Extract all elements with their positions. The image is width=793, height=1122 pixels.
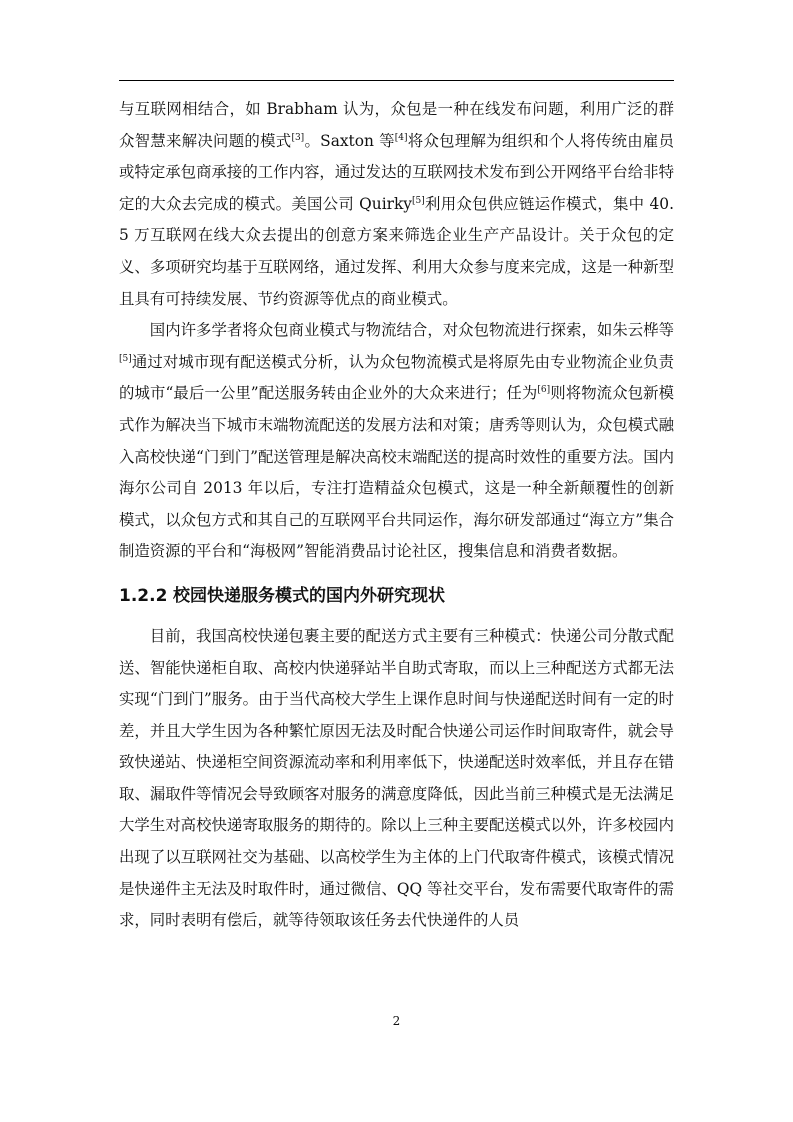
citation-ref: [4] [394, 132, 408, 143]
section-heading [119, 580, 674, 612]
page-body [119, 94, 674, 937]
text-run: 则将物流众包新模式作为解决当下城市末端物流配送的发展方法和对策；唐秀等则认为，众包模式融入高校快递“门到门”配送管理是解决高校末端配送的提高时效性的重要方法。国内海尔公司自 2013 年以后，专注打造精益众包模式，这是一种全新颠覆性的创新模式，以众包方式和其自己的互联网平台共同运作，海尔研发部通过“海立方”集合制造资源的平台和“海极网”智能消费品讨论社区，搜集信息和消费者数据。 [119, 384, 674, 561]
page-number: 2 [392, 1014, 401, 1028]
section-title: 校园快递服务模式的国内外研究现状 [173, 585, 445, 606]
citation-ref: [5] [412, 195, 425, 206]
text-run: 利用众包供应链运作模式，集中 40.5 万互联网在线大众去提出的创意方案来筛选企业生产产品设计。关于众包的定义、多项研究均基于互联网络，通过发挥、利用大众参与度来完成，这是一种新型且具有可持续发展、节约资源等优点的商业模式。 [119, 194, 674, 308]
citation-ref: [5] [119, 353, 132, 364]
text-run: 。Saxton 等 [304, 131, 395, 150]
citation-ref: [3] [291, 132, 305, 143]
body-text-bottom [119, 621, 674, 937]
paragraph [119, 94, 674, 315]
text-run: 通过对城市现有配送模式分析，认为众包物流模式是将原先由专业物流企业负责的城市“最后一公里”配送服务转由企业外的大众来进行；任为 [119, 352, 674, 403]
text-run: 目前，我国高校快递包裹主要的配送方式主要有三种模式：快递公司分散式配送、智能快递柜自取、高校内快递驿站半自助式寄取，而以上三种配送方式都无法实现“门到门”服务。由于当代高校大学生上课作息时间与快递配送时间有一定的时差，并且大学生因为各种繁忙原因无法及时配合快递公司运作时间取寄件，就会导致快递站、快递柜空间资源流动率和利用率低下，快递配送时效率低，并且存在错取、漏取件等情况会导致顾客对服务的满意度降低，因此当前三种模式是无法满足大学生对高校快递寄取服务的期待的。除以上三种主要配送模式以外，许多校园内出现了以互联网社交为基础、以高校学生为主体的上门代取寄件模式，该模式情况是快递件主无法及时取件时，通过微信、QQ 等社交平台，发布需要代取寄件的需求，同时表明有偿后，就等待领取该任务去代快递件的人员 [119, 626, 674, 930]
text-run: 与互联网相结合，如 Brabham 认为，众包是一种在线发布问题，利用广泛的群众智慧来解决问题的模式 [119, 100, 674, 150]
citation-ref: [6] [537, 385, 551, 396]
text-run: 国内许多学者将众包商业模式与物流结合，对众包物流进行探索，如朱云桦等 [149, 321, 674, 340]
text-run: 将众包理解为组织和个人将传统由雇员或特定承包商承接的工作内容，通过发达的互联网技术发布到公开网络平台给非特定的大众去完成的模式。美国公司 Quirky [119, 131, 674, 213]
paragraph [119, 621, 674, 937]
paragraph [119, 315, 674, 568]
section-number: 1.2.2 [119, 585, 168, 606]
body-text-top [119, 94, 674, 568]
header-rule [119, 80, 674, 81]
